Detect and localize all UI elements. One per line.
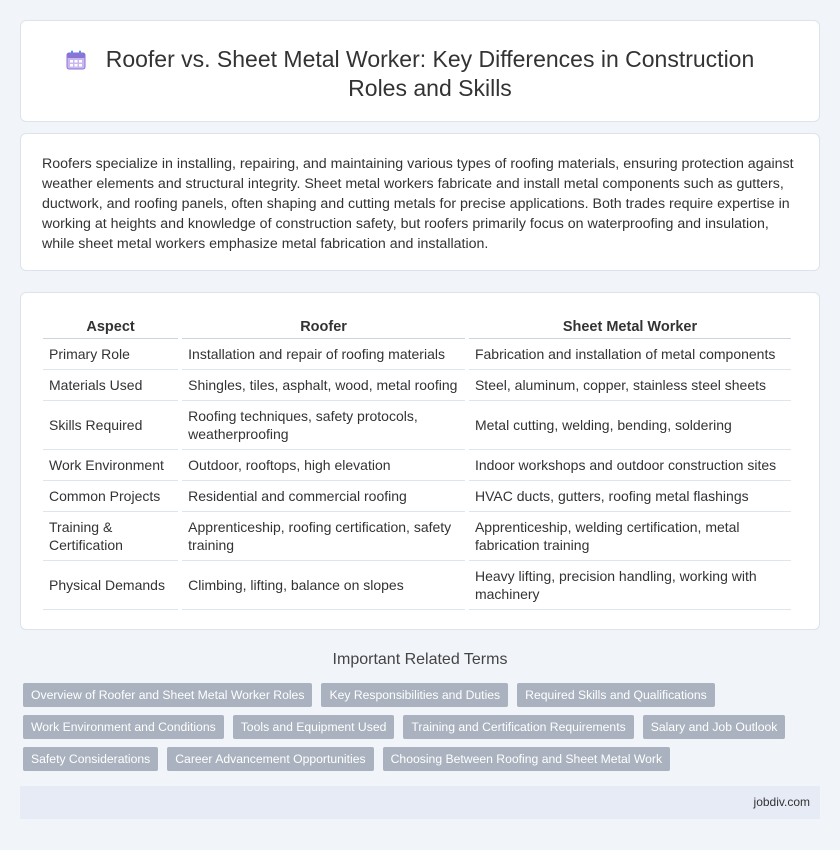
table-cell: Steel, aluminum, copper, stainless steel sheets [469, 370, 791, 401]
table-row [43, 370, 791, 401]
related-term-tag[interactable]: Tools and Equipment Used [233, 715, 395, 739]
related-term-tag[interactable]: Safety Considerations [23, 747, 158, 771]
related-term-tag[interactable]: Key Responsibilities and Duties [321, 683, 508, 707]
table-cell: Outdoor, rooftops, high elevation [182, 450, 465, 481]
comparison-table [39, 309, 795, 610]
footer [20, 786, 820, 819]
intro-card [20, 133, 820, 271]
related-term-tag[interactable]: Salary and Job Outlook [643, 715, 786, 739]
table-cell: Climbing, lifting, balance on slopes [182, 561, 465, 610]
table-cell: Training & Certification [43, 512, 178, 561]
intro-paragraph: Roofers specialize in installing, repairing, and maintaining various types of roofing materials, ensuring protection against weather elements and structural integrity. Sheet metal workers fabricate and install metal components such as gutters, ductwork, and roofing panels, often shaping and cutting metals for precise applications. Both trades require expertise in working at heights and knowledge of construction safety, but roofers primarily focus on waterproofing and insulation, while sheet metal workers emphasize metal fabrication and installation. [42, 156, 794, 252]
table-cell: Roofing techniques, safety protocols, weatherproofing [182, 401, 465, 450]
tag-row [23, 683, 823, 707]
tag-row [23, 715, 823, 739]
related-term-tag[interactable]: Work Environment and Conditions [23, 715, 224, 739]
related-term-tag[interactable]: Choosing Between Roofing and Sheet Metal Work [383, 747, 670, 771]
tag-row [23, 747, 823, 771]
table-cell: Skills Required [43, 401, 178, 450]
table-row [43, 561, 791, 610]
table-header-row [43, 309, 791, 339]
related-terms-tags [23, 683, 823, 779]
table-row [43, 512, 791, 561]
table-cell: Physical Demands [43, 561, 178, 610]
title-card [20, 20, 820, 122]
header-roofer: Roofer [182, 309, 465, 339]
header-aspect: Aspect [43, 309, 178, 339]
table-cell: Indoor workshops and outdoor construction sites [469, 450, 791, 481]
table-cell: Heavy lifting, precision handling, working with machinery [469, 561, 791, 610]
table-row [43, 401, 791, 450]
table-cell: Materials Used [43, 370, 178, 401]
related-term-tag[interactable]: Overview of Roofer and Sheet Metal Worker Roles [23, 683, 312, 707]
related-term-tag[interactable]: Training and Certification Requirements [403, 715, 633, 739]
table-cell: Common Projects [43, 481, 178, 512]
table-cell: Apprenticeship, roofing certification, safety training [182, 512, 465, 561]
table-cell: Installation and repair of roofing materials [182, 339, 465, 370]
related-term-tag[interactable]: Career Advancement Opportunities [167, 747, 373, 771]
table-cell: HVAC ducts, gutters, roofing metal flashings [469, 481, 791, 512]
table-cell: Apprenticeship, welding certification, metal fabrication training [469, 512, 791, 561]
table-cell: Work Environment [43, 450, 178, 481]
table-cell: Residential and commercial roofing [182, 481, 465, 512]
table-cell: Shingles, tiles, asphalt, wood, metal roofing [182, 370, 465, 401]
table-cell: Metal cutting, welding, bending, soldering [469, 401, 791, 450]
footer-site-link[interactable]: jobdiv.com [753, 795, 810, 809]
table-row [43, 450, 791, 481]
related-term-tag[interactable]: Required Skills and Qualifications [517, 683, 715, 707]
table-row [43, 339, 791, 370]
table-row [43, 481, 791, 512]
header-sheet-metal-worker: Sheet Metal Worker [469, 309, 791, 339]
table-cell: Fabrication and installation of metal components [469, 339, 791, 370]
comparison-table-card [20, 292, 820, 630]
page-title: Roofer vs. Sheet Metal Worker: Key Differences in Construction Roles and Skills [105, 46, 755, 101]
related-terms-heading: Important Related Terms [332, 651, 508, 668]
table-cell: Primary Role [43, 339, 178, 370]
